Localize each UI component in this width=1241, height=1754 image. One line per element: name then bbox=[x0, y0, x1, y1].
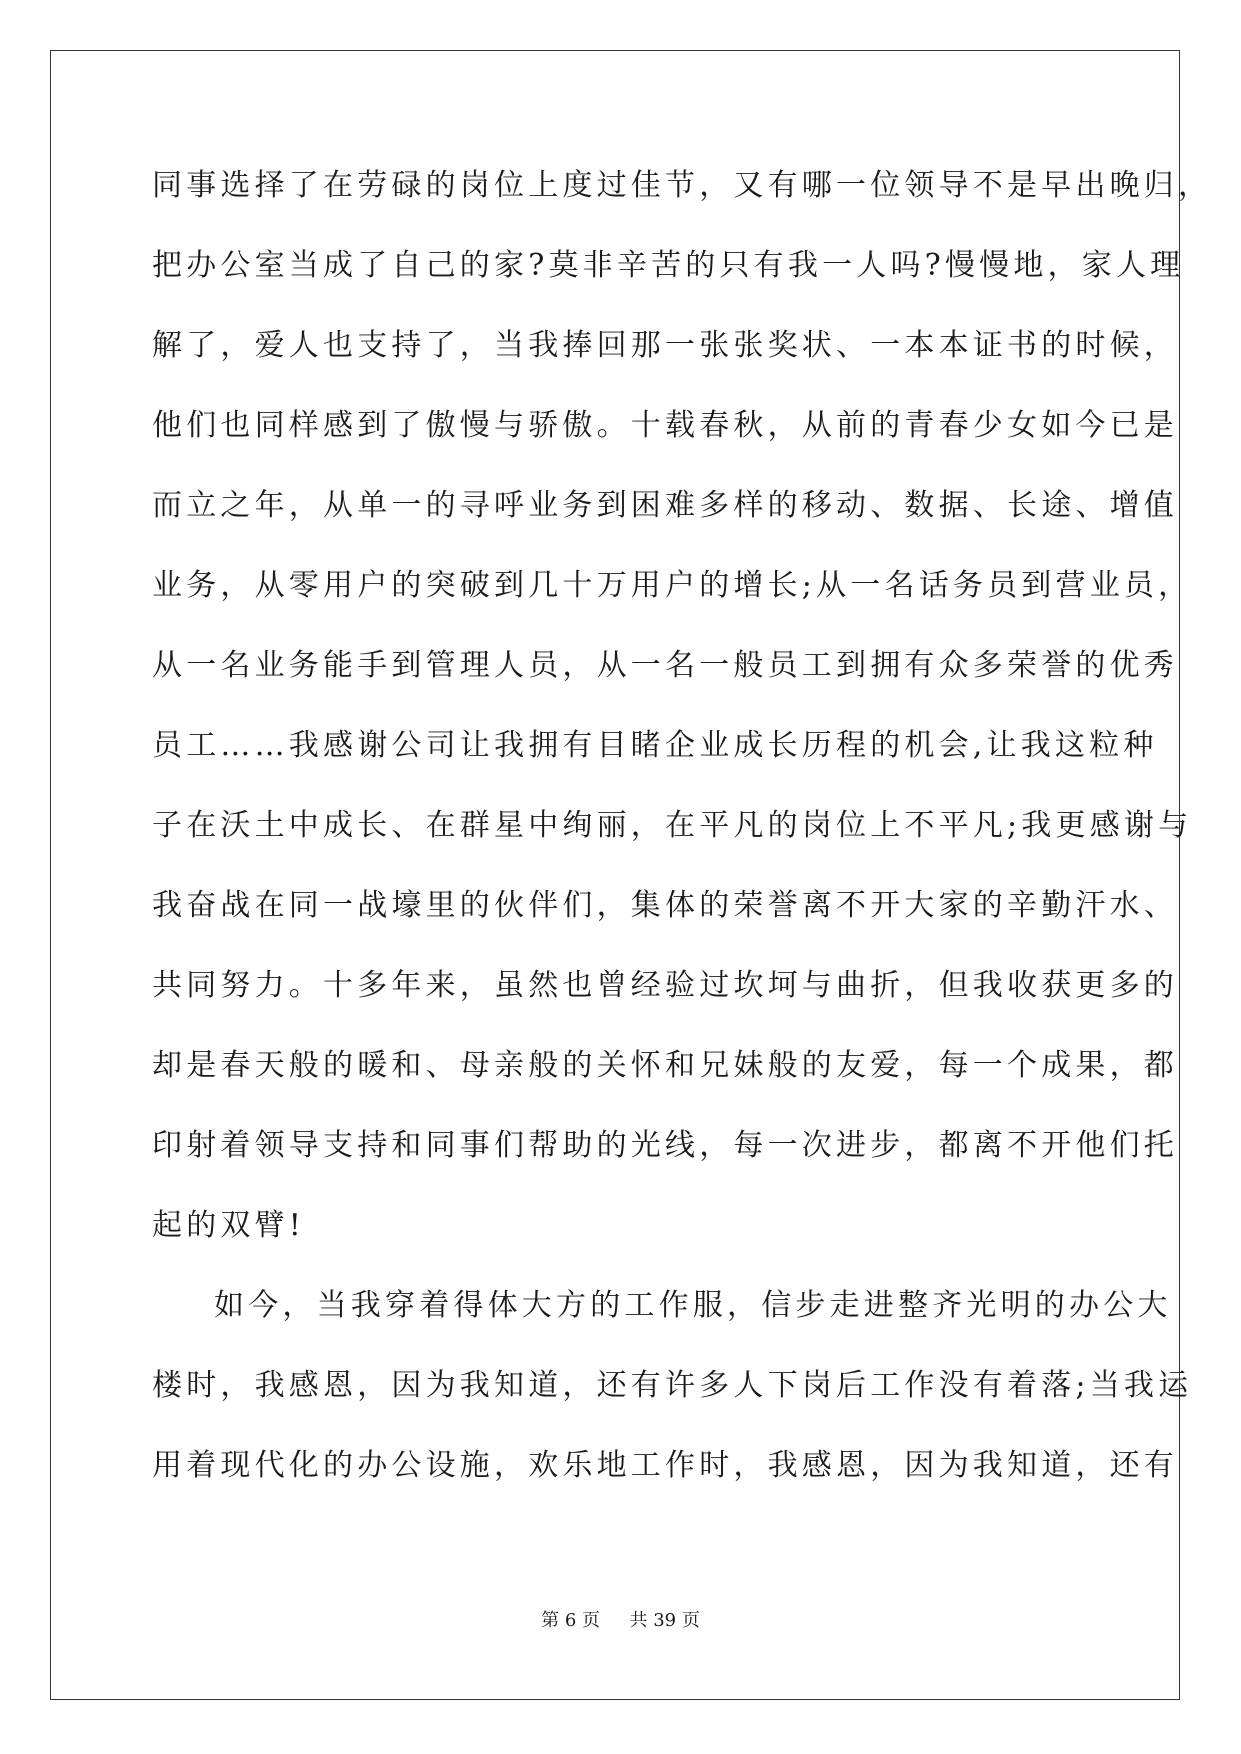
text-line: 员工……我感谢公司让我拥有目睹企业成长历程的机会,让我这粒种 bbox=[152, 728, 1158, 763]
text-line: 子在沃土中成长、在群星中绚丽，在平凡的岗位上不平凡;我更感谢与 bbox=[152, 808, 1193, 843]
text-line: 楼时，我感恩，因为我知道，还有许多人下岗后工作没有着落;当我运 bbox=[152, 1368, 1193, 1403]
text-line: 而立之年，从单一的寻呼业务到困难多样的移动、数据、长途、增值 bbox=[152, 488, 1178, 523]
text-line: 起的双臂! bbox=[152, 1208, 306, 1243]
page-footer bbox=[0, 1606, 1241, 1632]
text-line: 业务，从零用户的突破到几十万用户的增长;从一名话务员到营业员， bbox=[152, 568, 1193, 603]
text-line: 从一名业务能手到管理人员，从一名一般员工到拥有众多荣誉的优秀 bbox=[152, 648, 1178, 683]
text-line: 用着现代化的办公设施，欢乐地工作时，我感恩，因为我知道，还有 bbox=[152, 1448, 1178, 1483]
text-line: 他们也同样感到了傲慢与骄傲。十载春秋，从前的青春少女如今已是 bbox=[152, 408, 1178, 443]
paragraph-first-line: 如今，当我穿着得体大方的工作服，信步走进整齐光明的办公大 bbox=[214, 1288, 1172, 1323]
text-line: 把办公室当成了自己的家?莫非辛苦的只有我一人吗?慢慢地，家人理 bbox=[152, 248, 1185, 283]
text-line: 印射着领导支持和同事们帮助的光线，每一次进步，都离不开他们托 bbox=[152, 1128, 1178, 1163]
document-body bbox=[152, 160, 1213, 1520]
text-line: 我奋战在同一战壕里的伙伴们，集体的荣誉离不开大家的辛勤汗水、 bbox=[152, 888, 1178, 923]
total-pages: 共 39 页 bbox=[629, 1610, 700, 1631]
text-line: 却是春天般的暖和、母亲般的关怀和兄妹般的友爱，每一个成果，都 bbox=[152, 1048, 1178, 1083]
text-line: 解了，爱人也支持了，当我捧回那一张张奖状、一本本证书的时候， bbox=[152, 328, 1178, 363]
text-line: 共同努力。十多年来，虽然也曾经验过坎坷与曲折，但我收获更多的 bbox=[152, 968, 1178, 1003]
text-line: 同事选择了在劳碌的岗位上度过佳节，又有哪一位领导不是早出晚归， bbox=[152, 168, 1213, 203]
page-number: 第 6 页 bbox=[541, 1610, 601, 1631]
